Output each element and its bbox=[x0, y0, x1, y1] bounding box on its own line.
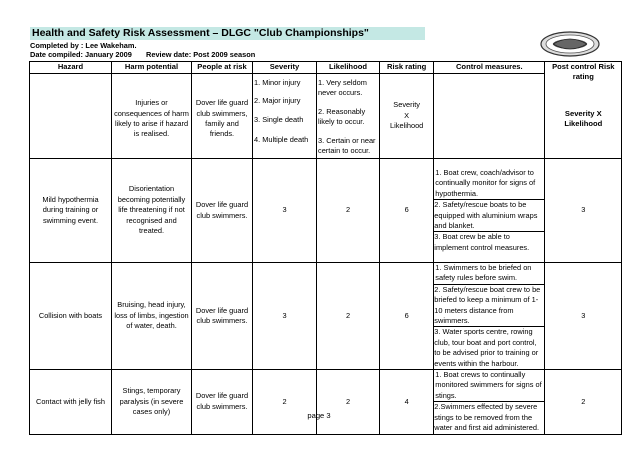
control-item: 1. Boat crew, coach/advisor to continually monitor for signs of hypothermia. bbox=[435, 167, 536, 198]
document-title: Health and Safety Risk Assessment – DLGC "Club Championships" bbox=[30, 27, 425, 40]
club-logo-icon bbox=[539, 30, 601, 58]
severity-3: 3. Single death bbox=[254, 114, 304, 124]
control-item: 1. Swimmers to be briefed on safety rules before swim. bbox=[435, 263, 532, 283]
col-people: People at risk bbox=[192, 62, 253, 74]
key-risk-text: Severity X Likelihood bbox=[390, 100, 424, 131]
col-severity: Severity bbox=[253, 62, 317, 74]
control-item: 2.Swimmers effected by severe stings to be removed from the water and first aid administered. bbox=[434, 401, 545, 433]
controls-cell bbox=[434, 263, 545, 370]
review-date: Review date: Post 2009 season bbox=[146, 50, 256, 59]
risk-cell: 6 bbox=[380, 159, 434, 263]
hazard-cell: Mild hypothermia during training or swimming event. bbox=[30, 159, 112, 263]
hazard-cell: Contact with jelly fish bbox=[30, 370, 112, 434]
table-row bbox=[30, 370, 622, 434]
harm-cell: Disorientation becoming potentially life threatening if not recognised and treated. bbox=[112, 159, 192, 263]
post-cell: 3 bbox=[545, 159, 622, 263]
control-item: 2. Safety/rescue boat crew to be briefed to keep a minimum of 1-10 meters distance from swimmers. bbox=[434, 284, 545, 327]
severity-cell: 3 bbox=[253, 159, 317, 263]
post-cell: 2 bbox=[545, 370, 622, 434]
severity-4: 4. Multiple death bbox=[254, 135, 309, 145]
key-people: Dover life guard club swimmers, family and friends. bbox=[192, 74, 253, 159]
people-cell: Dover life guard club swimmers. bbox=[192, 370, 253, 434]
risk-cell: 6 bbox=[380, 263, 434, 370]
header-row bbox=[30, 62, 622, 74]
controls-cell bbox=[434, 370, 545, 434]
col-hazard: Hazard bbox=[30, 62, 112, 74]
people-cell: Dover life guard club swimmers. bbox=[192, 263, 253, 370]
severity-2: 2. Major injury bbox=[254, 96, 301, 106]
likelihood-1: 1. Very seldom never occurs. bbox=[318, 78, 367, 98]
hazard-cell: Collision with boats bbox=[30, 263, 112, 370]
risk-cell: 4 bbox=[380, 370, 434, 434]
key-row bbox=[30, 74, 622, 159]
key-controls bbox=[434, 74, 545, 159]
col-post-label: Post control Risk rating bbox=[552, 62, 615, 82]
completed-by: Completed by : Lee Wakeham. bbox=[30, 41, 137, 50]
control-item: 3. Water sports centre, rowing club, tour boat and port control, to be advised prior to training or events within the harbour. bbox=[434, 326, 545, 369]
col-controls: Control measures. bbox=[434, 62, 545, 74]
likelihood-cell: 2 bbox=[317, 263, 380, 370]
control-item: 1. Boat crews to continually monitored swimmers for signs of stings. bbox=[435, 370, 542, 400]
control-item: 3. Boat crew be able to implement control measures. bbox=[434, 231, 545, 253]
col-post bbox=[545, 62, 622, 159]
control-item: 2. Safety/rescue boats to be equipped with aluminium wraps and blanket. bbox=[434, 199, 545, 231]
likelihood-cell: 2 bbox=[317, 159, 380, 263]
risk-assessment-table bbox=[29, 61, 622, 435]
controls-cell bbox=[434, 159, 545, 263]
key-hazard bbox=[30, 74, 112, 159]
dates-line bbox=[30, 50, 255, 59]
page-number: page 3 bbox=[307, 411, 331, 420]
key-harm: Injuries or consequences of harm likely to arise if hazard is realised. bbox=[112, 74, 192, 159]
key-likelihood bbox=[317, 74, 380, 159]
likelihood-2: 2. Reasonably likely to occur. bbox=[318, 106, 366, 127]
people-cell: Dover life guard club swimmers. bbox=[192, 159, 253, 263]
severity-cell: 2 bbox=[253, 370, 317, 434]
harm-cell: Stings, temporary paralysis (in severe cases only) bbox=[112, 370, 192, 434]
key-post: Severity X Likelihood bbox=[564, 108, 603, 129]
table-row bbox=[30, 263, 622, 370]
post-cell: 3 bbox=[545, 263, 622, 370]
col-risk: Risk rating bbox=[380, 62, 434, 74]
col-likelihood: Likelihood bbox=[317, 62, 380, 74]
date-compiled: Date compiled: January 2009 bbox=[30, 50, 132, 59]
harm-cell: Bruising, head injury, loss of limbs, ingestion of water, death. bbox=[112, 263, 192, 370]
severity-1: 1. Minor injury bbox=[254, 78, 301, 87]
col-harm: Harm potential bbox=[112, 62, 192, 74]
severity-cell: 3 bbox=[253, 263, 317, 370]
likelihood-cell: 2 bbox=[317, 370, 380, 434]
table-row bbox=[30, 159, 622, 263]
key-severity bbox=[253, 74, 317, 159]
likelihood-3: 3. Certain or near certain to occur. bbox=[318, 135, 376, 156]
key-risk bbox=[380, 74, 434, 159]
